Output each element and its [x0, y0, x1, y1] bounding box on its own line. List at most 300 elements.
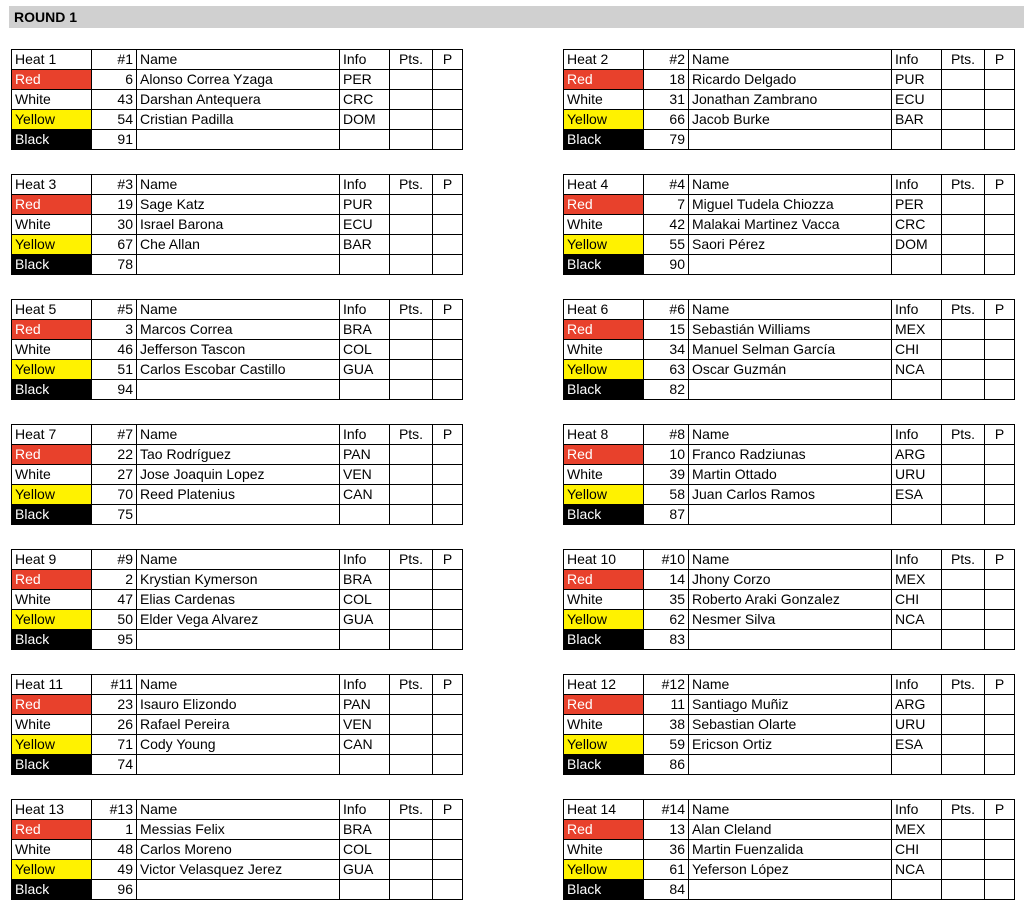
points-cell: [390, 860, 433, 880]
points-cell: [390, 380, 433, 400]
athlete-name: Jhony Corzo: [689, 570, 892, 590]
athlete-country: PER: [892, 195, 942, 215]
table-row: [12, 70, 463, 90]
place-cell: [433, 840, 463, 860]
round-title: ROUND 1: [14, 9, 78, 25]
name-column-header: Name: [689, 300, 892, 320]
athlete-name: [137, 880, 340, 900]
athlete-country: BAR: [340, 235, 390, 255]
place-cell: [985, 755, 1015, 775]
table-row: [12, 235, 463, 255]
points-cell: [942, 380, 985, 400]
athlete-name: [689, 880, 892, 900]
lane-color: White: [564, 590, 644, 610]
place-cell: [985, 570, 1015, 590]
athlete-number: 14: [644, 570, 689, 590]
athlete-country: PUR: [892, 70, 942, 90]
athlete-number: 78: [92, 255, 137, 275]
place-cell: [433, 235, 463, 255]
athlete-number: 66: [644, 110, 689, 130]
athlete-country: COL: [340, 340, 390, 360]
lane-color: White: [564, 340, 644, 360]
athlete-name: Yeferson López: [689, 860, 892, 880]
athlete-name: Alan Cleland: [689, 820, 892, 840]
place-cell: [985, 715, 1015, 735]
points-cell: [390, 70, 433, 90]
points-column-header: Pts.: [942, 50, 985, 70]
table-row: [564, 860, 1015, 880]
athlete-country: CRC: [340, 90, 390, 110]
athlete-name: Jefferson Tascon: [137, 340, 340, 360]
table-row: [564, 610, 1015, 630]
athlete-country: [340, 130, 390, 150]
athlete-number: 74: [92, 755, 137, 775]
athlete-country: [892, 630, 942, 650]
points-cell: [390, 235, 433, 255]
table-row: [564, 195, 1015, 215]
points-cell: [942, 445, 985, 465]
name-column-header: Name: [689, 50, 892, 70]
place-cell: [433, 715, 463, 735]
lane-color: Black: [564, 630, 644, 650]
points-cell: [390, 255, 433, 275]
info-column-header: Info: [892, 175, 942, 195]
athlete-name: Reed Platenius: [137, 485, 340, 505]
info-column-header: Info: [340, 300, 390, 320]
points-column-header: Pts.: [390, 675, 433, 695]
points-column-header: Pts.: [942, 800, 985, 820]
athlete-name: Rafael Pereira: [137, 715, 340, 735]
lane-color: Black: [12, 255, 92, 275]
place-cell: [433, 755, 463, 775]
lane-color: Red: [12, 820, 92, 840]
athlete-country: MEX: [892, 820, 942, 840]
athlete-number: 50: [92, 610, 137, 630]
athlete-name: Alonso Correa Yzaga: [137, 70, 340, 90]
athlete-name: [689, 755, 892, 775]
place-cell: [985, 195, 1015, 215]
athlete-number: 30: [92, 215, 137, 235]
points-cell: [390, 90, 433, 110]
table-row: [564, 485, 1015, 505]
athlete-number: 34: [644, 340, 689, 360]
points-cell: [942, 755, 985, 775]
athlete-number: 18: [644, 70, 689, 90]
athlete-number: 70: [92, 485, 137, 505]
place-cell: [985, 70, 1015, 90]
points-column-header: Pts.: [390, 50, 433, 70]
heat-header-row: [12, 425, 463, 445]
heat-header-row: [12, 175, 463, 195]
info-column-header: Info: [340, 675, 390, 695]
place-cell: [433, 630, 463, 650]
place-cell: [433, 445, 463, 465]
athlete-country: PER: [340, 70, 390, 90]
points-cell: [942, 360, 985, 380]
lane-color: Yellow: [12, 235, 92, 255]
info-column-header: Info: [892, 550, 942, 570]
athlete-number: 59: [644, 735, 689, 755]
athlete-name: Israel Barona: [137, 215, 340, 235]
place-cell: [985, 820, 1015, 840]
athlete-name: Martin Fuenzalida: [689, 840, 892, 860]
heat-table: [11, 799, 463, 900]
athlete-number: 96: [92, 880, 137, 900]
athlete-name: [689, 630, 892, 650]
place-column-header: P: [985, 800, 1015, 820]
athlete-country: BRA: [340, 570, 390, 590]
athlete-number: 61: [644, 860, 689, 880]
lane-color: Black: [12, 380, 92, 400]
heat-header-row: [564, 425, 1015, 445]
heat-number: #11: [92, 675, 137, 695]
info-column-header: Info: [340, 800, 390, 820]
athlete-number: 46: [92, 340, 137, 360]
table-row: [564, 590, 1015, 610]
lane-color: Yellow: [564, 860, 644, 880]
heat-label: Heat 14: [564, 800, 644, 820]
lane-color: Red: [12, 445, 92, 465]
athlete-country: VEN: [340, 715, 390, 735]
athlete-country: [892, 755, 942, 775]
athlete-number: 48: [92, 840, 137, 860]
lane-color: Yellow: [564, 235, 644, 255]
athlete-number: 42: [644, 215, 689, 235]
athlete-country: PAN: [340, 695, 390, 715]
name-column-header: Name: [137, 50, 340, 70]
athlete-number: 54: [92, 110, 137, 130]
athlete-country: [892, 380, 942, 400]
place-cell: [985, 840, 1015, 860]
lane-color: Red: [564, 445, 644, 465]
lane-color: White: [564, 215, 644, 235]
athlete-country: ESA: [892, 735, 942, 755]
table-row: [12, 590, 463, 610]
athlete-country: PAN: [340, 445, 390, 465]
place-cell: [433, 255, 463, 275]
table-row: [12, 130, 463, 150]
heat-header-row: [12, 675, 463, 695]
place-column-header: P: [433, 50, 463, 70]
lane-color: White: [564, 840, 644, 860]
name-column-header: Name: [137, 800, 340, 820]
place-cell: [985, 485, 1015, 505]
athlete-name: Manuel Selman García: [689, 340, 892, 360]
points-cell: [942, 465, 985, 485]
lane-color: Yellow: [12, 610, 92, 630]
athlete-name: Elder Vega Alvarez: [137, 610, 340, 630]
athlete-number: 22: [92, 445, 137, 465]
points-cell: [942, 485, 985, 505]
place-cell: [433, 360, 463, 380]
place-column-header: P: [985, 675, 1015, 695]
table-row: [564, 130, 1015, 150]
heat-table: [563, 299, 1015, 400]
athlete-name: Tao Rodríguez: [137, 445, 340, 465]
athlete-country: [340, 255, 390, 275]
table-row: [564, 445, 1015, 465]
points-cell: [390, 610, 433, 630]
athlete-country: [892, 255, 942, 275]
athlete-number: 19: [92, 195, 137, 215]
athlete-number: 58: [644, 485, 689, 505]
place-cell: [985, 235, 1015, 255]
heat-number: #10: [644, 550, 689, 570]
points-cell: [390, 755, 433, 775]
athlete-country: [892, 130, 942, 150]
table-row: [12, 880, 463, 900]
athlete-name: Martin Ottado: [689, 465, 892, 485]
athlete-name: [689, 255, 892, 275]
lane-color: Black: [564, 755, 644, 775]
points-cell: [942, 610, 985, 630]
table-row: [564, 320, 1015, 340]
athlete-number: 35: [644, 590, 689, 610]
table-row: [12, 195, 463, 215]
place-column-header: P: [985, 425, 1015, 445]
athlete-name: Jose Joaquin Lopez: [137, 465, 340, 485]
place-cell: [985, 880, 1015, 900]
table-row: [564, 110, 1015, 130]
athlete-name: Darshan Antequera: [137, 90, 340, 110]
heat-label: Heat 3: [12, 175, 92, 195]
points-cell: [390, 590, 433, 610]
athlete-name: Jonathan Zambrano: [689, 90, 892, 110]
athlete-name: [137, 255, 340, 275]
heat-number: #13: [92, 800, 137, 820]
athlete-name: [137, 755, 340, 775]
table-row: [564, 755, 1015, 775]
heat-number: #3: [92, 175, 137, 195]
name-column-header: Name: [137, 175, 340, 195]
heat-table: [563, 799, 1015, 900]
athlete-name: Juan Carlos Ramos: [689, 485, 892, 505]
place-cell: [433, 590, 463, 610]
athlete-name: Sebastián Williams: [689, 320, 892, 340]
athlete-number: 13: [644, 820, 689, 840]
points-cell: [942, 840, 985, 860]
athlete-name: Oscar Guzmán: [689, 360, 892, 380]
place-cell: [433, 90, 463, 110]
points-column-header: Pts.: [942, 550, 985, 570]
athlete-number: 2: [92, 570, 137, 590]
athlete-number: 11: [644, 695, 689, 715]
table-row: [564, 380, 1015, 400]
athlete-name: Ericson Ortiz: [689, 735, 892, 755]
name-column-header: Name: [689, 550, 892, 570]
points-cell: [942, 70, 985, 90]
lane-color: Yellow: [564, 360, 644, 380]
place-column-header: P: [433, 800, 463, 820]
points-column-header: Pts.: [942, 175, 985, 195]
heat-table: [563, 424, 1015, 525]
name-column-header: Name: [137, 550, 340, 570]
heat-table: [563, 174, 1015, 275]
place-cell: [433, 485, 463, 505]
place-cell: [433, 130, 463, 150]
heat-table: [563, 49, 1015, 150]
points-cell: [390, 570, 433, 590]
athlete-number: 7: [644, 195, 689, 215]
table-row: [564, 505, 1015, 525]
place-cell: [985, 90, 1015, 110]
athlete-country: CRC: [892, 215, 942, 235]
heat-header-row: [564, 175, 1015, 195]
points-cell: [390, 340, 433, 360]
athlete-name: Ricardo Delgado: [689, 70, 892, 90]
athlete-number: 87: [644, 505, 689, 525]
athlete-number: 3: [92, 320, 137, 340]
lane-color: Yellow: [12, 735, 92, 755]
place-cell: [985, 110, 1015, 130]
lane-color: Black: [12, 880, 92, 900]
heat-number: #12: [644, 675, 689, 695]
lane-color: Black: [564, 880, 644, 900]
table-row: [564, 90, 1015, 110]
points-cell: [942, 880, 985, 900]
athlete-number: 90: [644, 255, 689, 275]
athlete-country: URU: [892, 715, 942, 735]
lane-color: White: [564, 465, 644, 485]
athlete-country: ARG: [892, 445, 942, 465]
lane-color: Yellow: [564, 110, 644, 130]
points-cell: [942, 255, 985, 275]
place-cell: [433, 570, 463, 590]
athlete-number: 38: [644, 715, 689, 735]
lane-color: Red: [12, 195, 92, 215]
place-cell: [985, 130, 1015, 150]
table-row: [12, 840, 463, 860]
points-cell: [390, 360, 433, 380]
athlete-name: Marcos Correa: [137, 320, 340, 340]
athlete-number: 95: [92, 630, 137, 650]
name-column-header: Name: [689, 175, 892, 195]
athlete-number: 82: [644, 380, 689, 400]
heat-header-row: [12, 50, 463, 70]
athlete-country: [340, 880, 390, 900]
place-column-header: P: [985, 550, 1015, 570]
table-row: [564, 735, 1015, 755]
name-column-header: Name: [689, 425, 892, 445]
lane-color: Red: [12, 320, 92, 340]
points-cell: [390, 465, 433, 485]
table-row: [564, 340, 1015, 360]
points-cell: [942, 630, 985, 650]
points-cell: [942, 195, 985, 215]
lane-color: Red: [564, 70, 644, 90]
heat-header-row: [564, 675, 1015, 695]
heat-table: [563, 674, 1015, 775]
points-column-header: Pts.: [390, 550, 433, 570]
points-cell: [942, 735, 985, 755]
heat-table: [11, 424, 463, 525]
athlete-name: Jacob Burke: [689, 110, 892, 130]
heat-label: Heat 6: [564, 300, 644, 320]
athlete-name: Roberto Araki Gonzalez: [689, 590, 892, 610]
heat-header-row: [12, 300, 463, 320]
place-cell: [985, 465, 1015, 485]
points-cell: [942, 715, 985, 735]
athlete-country: [340, 755, 390, 775]
table-row: [12, 340, 463, 360]
athlete-name: Carlos Moreno: [137, 840, 340, 860]
heat-table: [563, 549, 1015, 650]
heat-label: Heat 2: [564, 50, 644, 70]
name-column-header: Name: [137, 300, 340, 320]
athlete-country: CHI: [892, 340, 942, 360]
heat-number: #8: [644, 425, 689, 445]
points-cell: [942, 820, 985, 840]
lane-color: White: [12, 715, 92, 735]
athlete-country: COL: [340, 840, 390, 860]
lane-color: Yellow: [564, 485, 644, 505]
lane-color: White: [564, 715, 644, 735]
points-cell: [390, 630, 433, 650]
lane-color: Black: [564, 255, 644, 275]
lane-color: Yellow: [12, 110, 92, 130]
table-row: [564, 630, 1015, 650]
athlete-number: 91: [92, 130, 137, 150]
table-row: [12, 860, 463, 880]
place-cell: [985, 255, 1015, 275]
athlete-number: 36: [644, 840, 689, 860]
lane-color: Red: [12, 695, 92, 715]
place-cell: [985, 320, 1015, 340]
lane-color: Black: [12, 630, 92, 650]
table-row: [12, 735, 463, 755]
place-cell: [985, 735, 1015, 755]
athlete-country: NCA: [892, 360, 942, 380]
table-row: [564, 255, 1015, 275]
athlete-name: Nesmer Silva: [689, 610, 892, 630]
place-cell: [985, 215, 1015, 235]
lane-color: White: [12, 90, 92, 110]
points-column-header: Pts.: [390, 175, 433, 195]
lane-color: White: [12, 590, 92, 610]
points-column-header: Pts.: [942, 300, 985, 320]
table-row: [12, 380, 463, 400]
points-cell: [390, 820, 433, 840]
table-row: [564, 215, 1015, 235]
lane-color: White: [12, 465, 92, 485]
athlete-country: GUA: [340, 860, 390, 880]
athlete-number: 94: [92, 380, 137, 400]
table-row: [12, 715, 463, 735]
athlete-number: 49: [92, 860, 137, 880]
athlete-name: Malakai Martinez Vacca: [689, 215, 892, 235]
points-cell: [942, 90, 985, 110]
athlete-number: 83: [644, 630, 689, 650]
athlete-country: ECU: [892, 90, 942, 110]
points-cell: [390, 485, 433, 505]
athlete-number: 43: [92, 90, 137, 110]
heat-header-row: [564, 50, 1015, 70]
athlete-name: Victor Velasquez Jerez: [137, 860, 340, 880]
heat-table: [11, 549, 463, 650]
lane-color: Red: [564, 320, 644, 340]
athlete-name: [689, 505, 892, 525]
info-column-header: Info: [892, 675, 942, 695]
points-column-header: Pts.: [390, 425, 433, 445]
athlete-number: 84: [644, 880, 689, 900]
heat-label: Heat 12: [564, 675, 644, 695]
points-cell: [390, 880, 433, 900]
athlete-country: [340, 630, 390, 650]
name-column-header: Name: [689, 800, 892, 820]
lane-color: Black: [12, 755, 92, 775]
place-cell: [985, 860, 1015, 880]
athlete-number: 27: [92, 465, 137, 485]
